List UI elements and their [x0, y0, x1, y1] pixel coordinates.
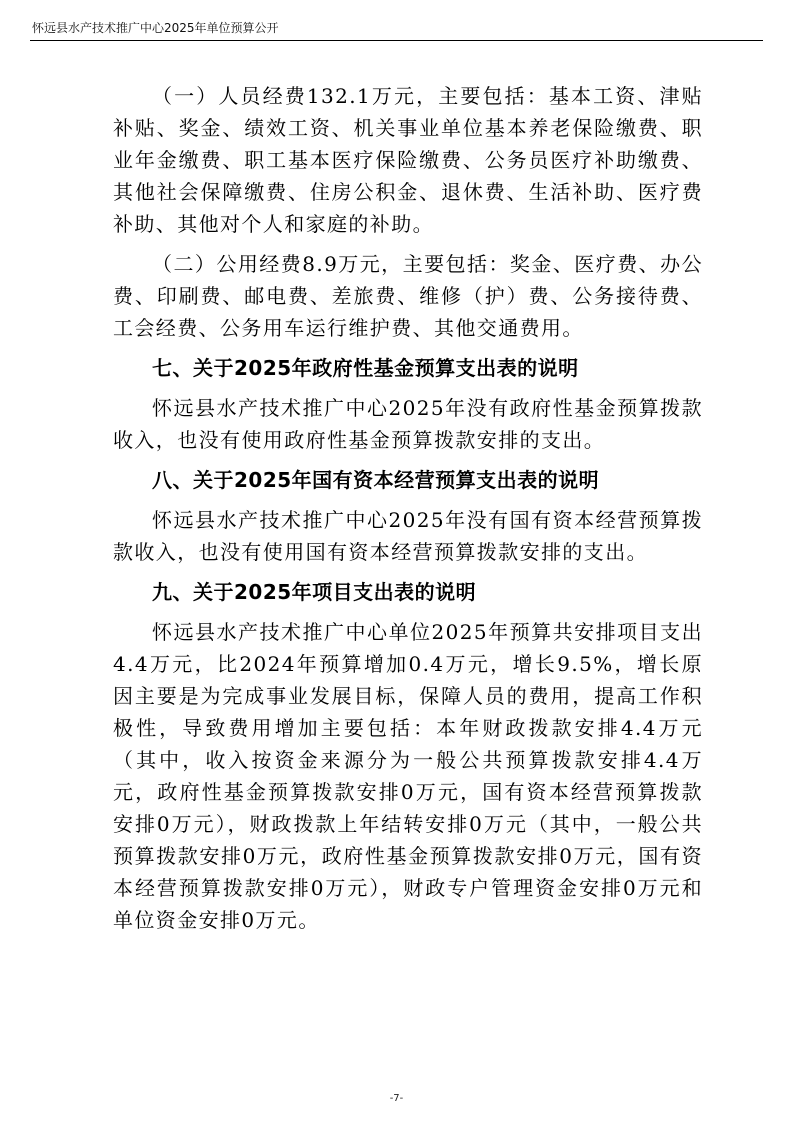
running-header-title: 怀远县水产技术推广中心2025年单位预算公开	[32, 21, 279, 35]
paragraph-project-expenditure: 怀远县水产技术推广中心单位2025年预算共安排项目支出4.4万元，比2024年预算增加0.4万元，增长9.5%，增长原因主要是为完成事业发展目标，保障人员的费用，提高工作积极性，导致费用增加主要包括：本年财政拨款安排4.4万元（其中，收入按资金来源分为一般公共预算拨款安排4.4万元，政府性基金预算拨款安排0万元，国有资本经营预算拨款安排0万元），财政拨款上年结转安排0万元（其中，一般公共预算拨款安排0万元，政府性基金预算拨款安排0万元，国有资本经营预算拨款安排0万元），财政专户管理资金安排0万元和单位资金安排0万元。	[113, 620, 703, 932]
section-heading-government-fund: 七、关于2025年政府性基金预算支出表的说明	[152, 356, 579, 380]
section-heading-project-expenditure: 九、关于2025年项目支出表的说明	[152, 580, 477, 604]
paragraph-government-fund: 怀远县水产技术推广中心2025年没有政府性基金预算拨款收入，也没有使用政府性基金预算拨款安排的支出。	[113, 396, 703, 452]
section-heading-state-capital: 八、关于2025年国有资本经营预算支出表的说明	[152, 468, 600, 492]
page-number: -7-	[389, 1093, 404, 1104]
paragraph-personnel-expenses: （一）人员经费132.1万元，主要包括：基本工资、津贴补贴、奖金、绩效工资、机关事业单位基本养老保险缴费、职业年金缴费、职工基本医疗保险缴费、公务员医疗补助缴费、其他社会保障缴费、住房公积金、退休费、生活补助、医疗费补助、其他对个人和家庭的补助。	[113, 84, 703, 236]
document-body	[113, 80, 703, 936]
paragraph-state-capital: 怀远县水产技术推广中心2025年没有国有资本经营预算拨款收入，也没有使用国有资本经营预算拨款安排的支出。	[113, 508, 703, 564]
header-divider	[30, 40, 763, 41]
paragraph-public-expenses: （二）公用经费8.9万元，主要包括：奖金、医疗费、办公费、印刷费、邮电费、差旅费、维修（护）费、公务接待费、工会经费、公务用车运行维护费、其他交通费用。	[113, 252, 703, 340]
